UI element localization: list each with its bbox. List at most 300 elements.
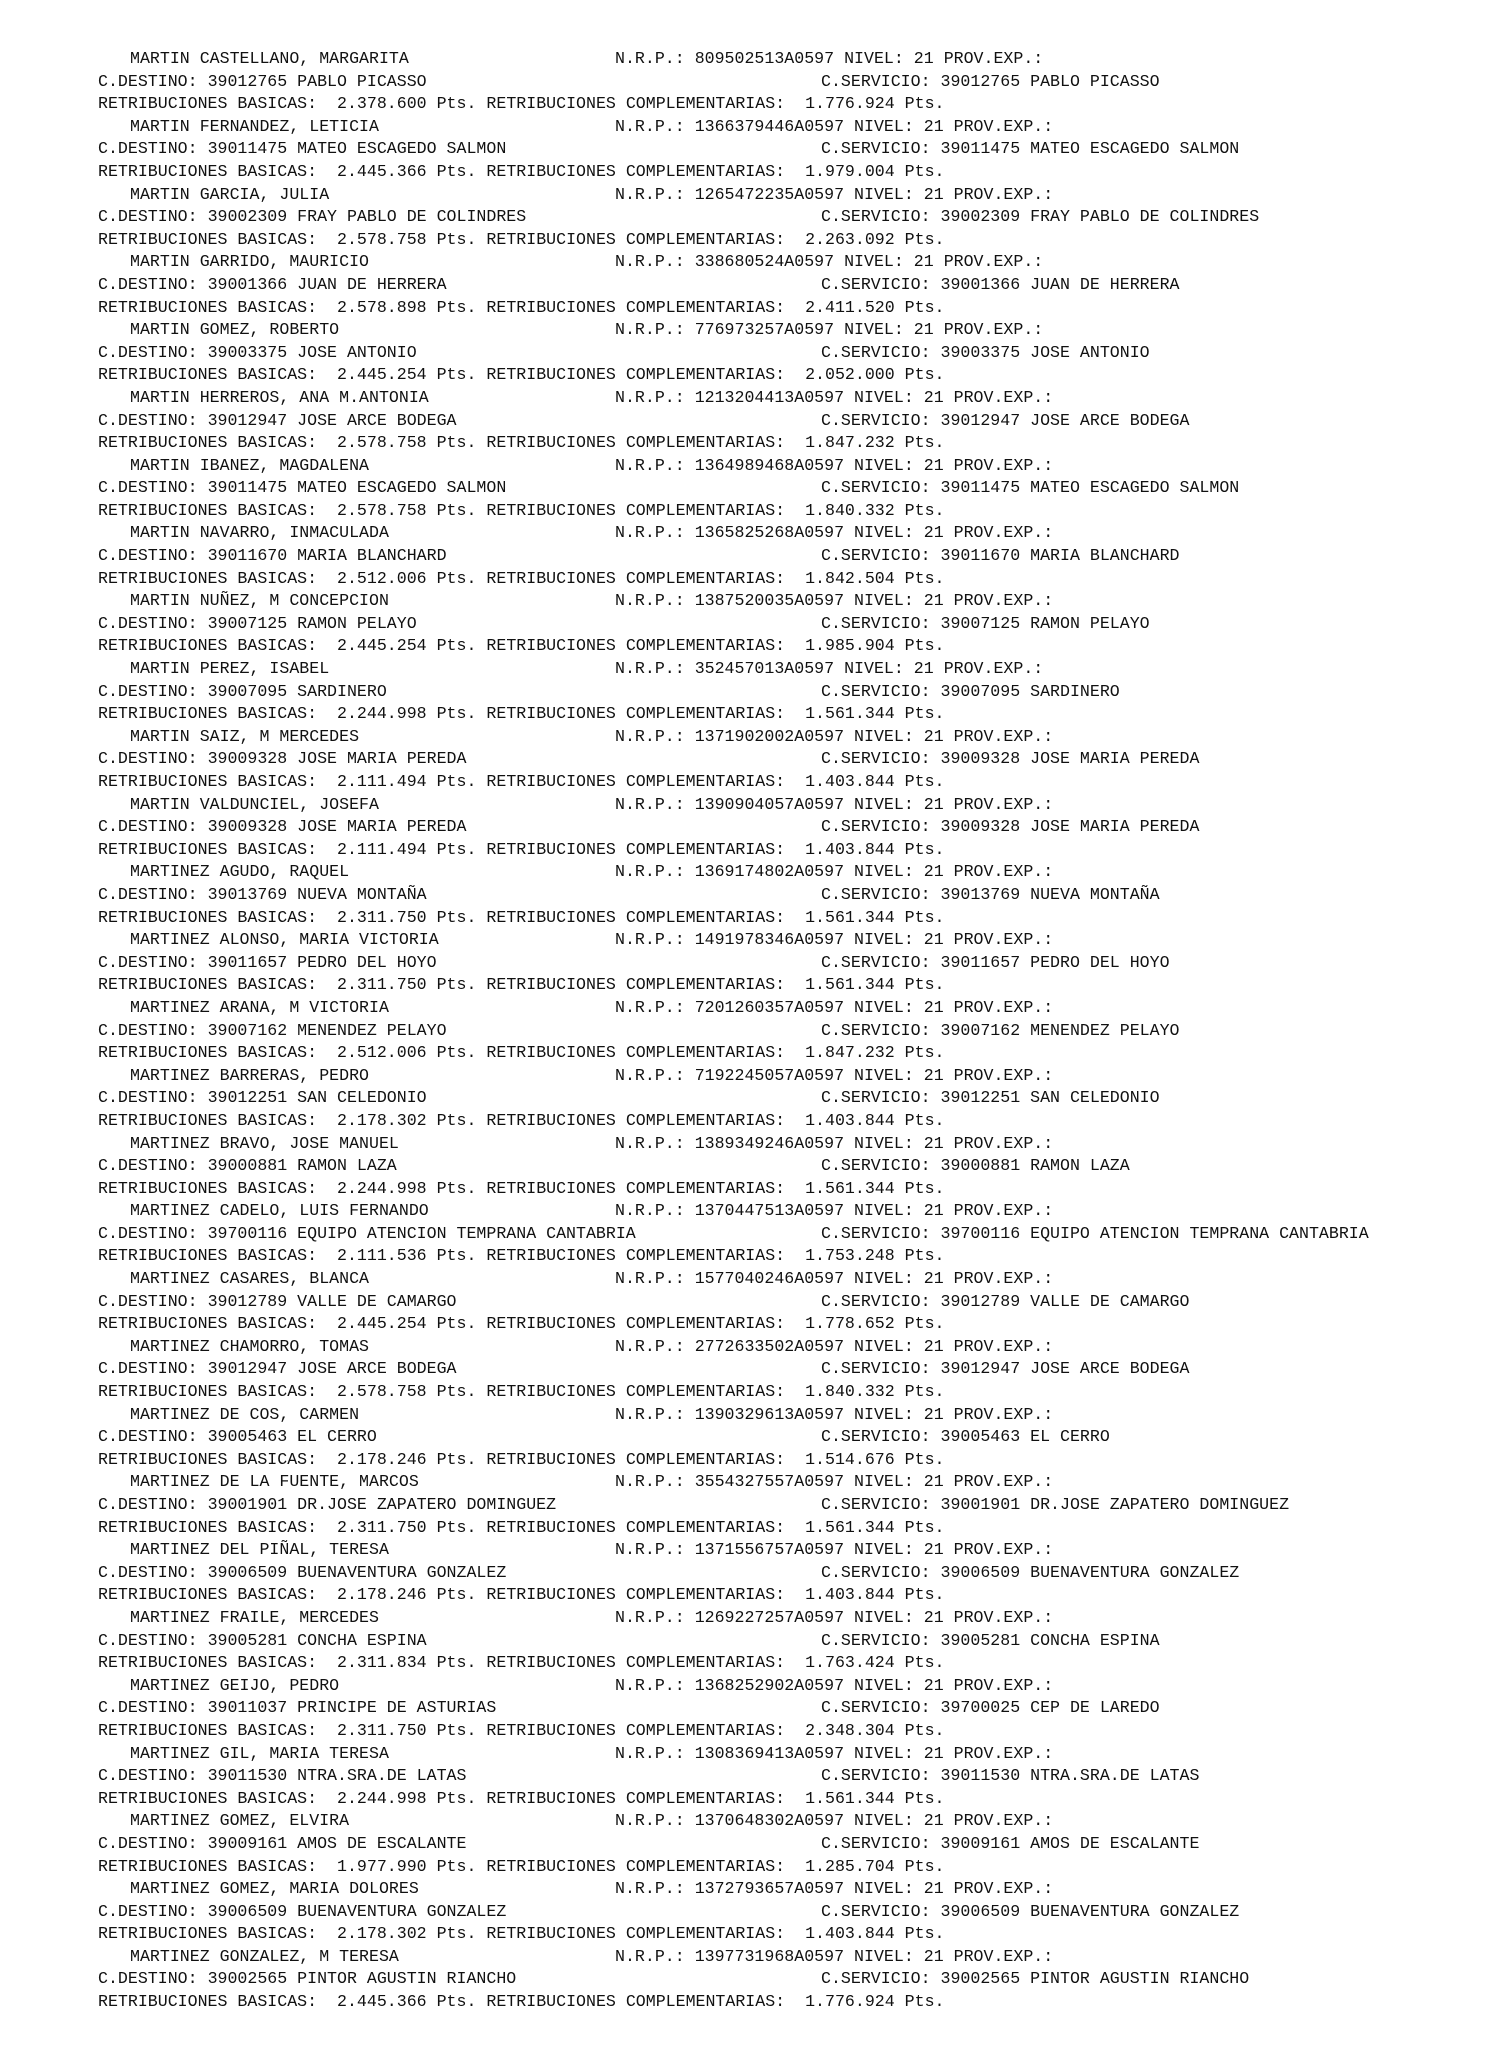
complementarias-label: RETRIBUCIONES COMPLEMENTARIAS: <box>486 1449 786 1469</box>
salary-field <box>98 297 945 320</box>
record-header-line <box>98 726 1498 749</box>
destino-value: 39009328 JOSE MARIA PEREDA <box>207 749 467 769</box>
nivel-value: 21 <box>923 1879 944 1899</box>
servicio-label: C.SERVICIO: <box>821 1901 931 1921</box>
nivel-label: NIVEL: <box>854 794 914 814</box>
nrp-field <box>615 929 1053 952</box>
employee-name: MARTINEZ BARRERAS, PEDRO <box>130 1065 369 1085</box>
complementarias-value: 1.561.344 <box>805 1517 895 1537</box>
prov-exp-label: PROV.EXP.: <box>953 1675 1054 1695</box>
currency-label: Pts. <box>904 975 945 995</box>
currency-label: Pts. <box>904 229 945 249</box>
record-centers-line <box>98 274 1498 297</box>
record-centers-line <box>98 206 1498 229</box>
destino-label: C.DESTINO: <box>98 681 198 701</box>
nivel-label: NIVEL: <box>854 1133 914 1153</box>
record-centers-line <box>98 1968 1498 1991</box>
employee-name: MARTIN NUÑEZ, M CONCEPCION <box>130 591 389 611</box>
nrp-field <box>615 1200 1053 1223</box>
destino-field <box>98 477 506 500</box>
destino-value: 39002565 PINTOR AGUSTIN RIANCHO <box>207 1969 517 1989</box>
employee-name: MARTIN GARCIA, JULIA <box>130 184 330 204</box>
destino-label: C.DESTINO: <box>98 1156 198 1176</box>
destino-label: C.DESTINO: <box>98 884 198 904</box>
basicas-value: 2.178.302 <box>337 1924 427 1944</box>
servicio-value: 39012789 VALLE DE CAMARGO <box>940 1291 1190 1311</box>
nrp-label: N.R.P.: <box>615 1133 685 1153</box>
employee-name: MARTINEZ DE COS, CARMEN <box>130 1404 360 1424</box>
destino-value: 39011657 PEDRO DEL HOYO <box>207 952 437 972</box>
record-header-line <box>98 522 1498 545</box>
employee-name: MARTIN PEREZ, ISABEL <box>130 659 330 679</box>
record-centers-line <box>98 748 1498 771</box>
basicas-label: RETRIBUCIONES BASICAS: <box>98 704 318 724</box>
servicio-field <box>821 1223 1369 1246</box>
destino-label: C.DESTINO: <box>98 1833 198 1853</box>
employee-record <box>98 1065 1498 1133</box>
servicio-label: C.SERVICIO: <box>821 681 931 701</box>
record-header-line <box>98 455 1498 478</box>
nrp-value: 1389349246A0597 <box>694 1133 845 1153</box>
servicio-field <box>821 613 1150 636</box>
currency-label: Pts. <box>436 1110 477 1130</box>
nrp-value: 1371556757A0597 <box>694 1540 845 1560</box>
record-header-line <box>98 387 1498 410</box>
nrp-field <box>615 1743 1053 1766</box>
currency-label: Pts. <box>436 1788 477 1808</box>
currency-label: Pts. <box>904 839 945 859</box>
complementarias-label: RETRIBUCIONES COMPLEMENTARIAS: <box>486 1246 786 1266</box>
record-centers-line <box>98 681 1498 704</box>
record-salary-line <box>98 1517 1498 1540</box>
servicio-label: C.SERVICIO: <box>821 749 931 769</box>
servicio-field <box>821 1630 1160 1653</box>
servicio-value: 39011475 MATEO ESCAGEDO SALMON <box>940 478 1240 498</box>
destino-label: C.DESTINO: <box>98 952 198 972</box>
employee-record <box>98 48 1498 116</box>
destino-label: C.DESTINO: <box>98 1020 198 1040</box>
prov-exp-label: PROV.EXP.: <box>953 1879 1054 1899</box>
nivel-value: 21 <box>923 1675 944 1695</box>
record-centers-line <box>98 342 1498 365</box>
employee-name: MARTINEZ GOMEZ, ELVIRA <box>130 1811 350 1831</box>
currency-label: Pts. <box>904 297 945 317</box>
servicio-field <box>821 545 1180 568</box>
servicio-label: C.SERVICIO: <box>821 817 931 837</box>
complementarias-label: RETRIBUCIONES COMPLEMENTARIAS: <box>486 975 786 995</box>
nrp-value: 1397731968A0597 <box>694 1946 845 1966</box>
destino-field <box>98 1155 397 1178</box>
basicas-label: RETRIBUCIONES BASICAS: <box>98 1314 318 1334</box>
currency-label: Pts. <box>436 1992 477 2012</box>
destino-field <box>98 1968 516 1991</box>
salary-field <box>98 1517 945 1540</box>
complementarias-value: 1.840.332 <box>805 1382 895 1402</box>
currency-label: Pts. <box>904 1924 945 1944</box>
prov-exp-label: PROV.EXP.: <box>953 1811 1054 1831</box>
basicas-value: 2.111.494 <box>337 772 427 791</box>
record-salary-line <box>98 1856 1498 1879</box>
record-centers-line <box>98 1087 1498 1110</box>
complementarias-value: 1.847.232 <box>805 1043 895 1063</box>
nivel-value: 21 <box>923 1269 944 1289</box>
nrp-value: 1387520035A0597 <box>694 591 845 611</box>
basicas-value: 2.578.898 <box>337 297 427 317</box>
record-centers-line <box>98 1833 1498 1856</box>
employee-record <box>98 1336 1498 1404</box>
destino-label: C.DESTINO: <box>98 1766 198 1786</box>
prov-exp-label: PROV.EXP.: <box>953 794 1054 814</box>
servicio-field <box>821 748 1199 771</box>
destino-field <box>98 1494 556 1517</box>
nrp-value: 3554327557A0597 <box>694 1472 845 1492</box>
basicas-label: RETRIBUCIONES BASICAS: <box>98 161 318 181</box>
servicio-value: 39009161 AMOS DE ESCALANTE <box>940 1833 1200 1853</box>
salary-field <box>98 93 945 116</box>
record-centers-line <box>98 1765 1498 1788</box>
complementarias-label: RETRIBUCIONES COMPLEMENTARIAS: <box>486 1992 786 2012</box>
record-header-line <box>98 116 1498 139</box>
nivel-label: NIVEL: <box>854 184 914 204</box>
destino-value: 39011530 NTRA.SRA.DE LATAS <box>207 1766 467 1786</box>
complementarias-label: RETRIBUCIONES COMPLEMENTARIAS: <box>486 297 786 317</box>
servicio-field <box>821 681 1120 704</box>
basicas-label: RETRIBUCIONES BASICAS: <box>98 1788 318 1808</box>
record-centers-line <box>98 545 1498 568</box>
prov-exp-label: PROV.EXP.: <box>953 184 1054 204</box>
record-salary-line <box>98 432 1498 455</box>
complementarias-label: RETRIBUCIONES COMPLEMENTARIAS: <box>486 1517 786 1537</box>
servicio-value: 39011657 PEDRO DEL HOYO <box>940 952 1170 972</box>
complementarias-value: 1.753.248 <box>805 1246 895 1266</box>
nrp-field <box>615 319 1043 342</box>
servicio-label: C.SERVICIO: <box>821 274 931 294</box>
servicio-value: 39700025 CEP DE LAREDO <box>940 1698 1160 1718</box>
prov-exp-label: PROV.EXP.: <box>953 591 1054 611</box>
complementarias-value: 1.561.344 <box>805 1178 895 1198</box>
currency-label: Pts. <box>436 1856 477 1876</box>
basicas-value: 2.111.494 <box>337 839 427 859</box>
employee-record <box>98 1946 1498 2014</box>
employee-name: MARTIN GARRIDO, MAURICIO <box>130 252 369 272</box>
basicas-label: RETRIBUCIONES BASICAS: <box>98 500 318 520</box>
record-centers-line <box>98 1562 1498 1585</box>
complementarias-value: 2.348.304 <box>805 1720 895 1740</box>
record-centers-line <box>98 1494 1498 1517</box>
nrp-label: N.R.P.: <box>615 320 685 340</box>
nrp-field <box>615 1471 1053 1494</box>
record-header-line <box>98 1200 1498 1223</box>
basicas-value: 2.311.750 <box>337 975 427 995</box>
employee-record <box>98 997 1498 1065</box>
nivel-label: NIVEL: <box>854 1472 914 1492</box>
basicas-label: RETRIBUCIONES BASICAS: <box>98 1382 318 1402</box>
destino-label: C.DESTINO: <box>98 749 198 769</box>
nrp-field <box>615 658 1043 681</box>
destino-label: C.DESTINO: <box>98 1359 198 1379</box>
basicas-value: 2.512.006 <box>337 568 427 588</box>
servicio-field <box>821 1901 1239 1924</box>
complementarias-value: 1.776.924 <box>805 94 895 114</box>
servicio-value: 39009328 JOSE MARIA PEREDA <box>940 817 1200 837</box>
currency-label: Pts. <box>904 1517 945 1537</box>
nivel-value: 21 <box>923 930 944 950</box>
nrp-label: N.R.P.: <box>615 387 685 407</box>
basicas-value: 2.111.536 <box>337 1246 427 1266</box>
nrp-label: N.R.P.: <box>615 1472 685 1492</box>
complementarias-value: 1.403.844 <box>805 1924 895 1944</box>
currency-label: Pts. <box>904 1110 945 1130</box>
basicas-label: RETRIBUCIONES BASICAS: <box>98 1653 318 1673</box>
destino-value: 39003375 JOSE ANTONIO <box>207 342 417 362</box>
nrp-label: N.R.P.: <box>615 1065 685 1085</box>
employee-name: MARTINEZ AGUDO, RAQUEL <box>130 862 350 882</box>
basicas-value: 2.378.600 <box>337 94 427 114</box>
nivel-value: 21 <box>923 523 944 543</box>
employee-record <box>98 1268 1498 1336</box>
nrp-value: 1308369413A0597 <box>694 1743 845 1763</box>
complementarias-label: RETRIBUCIONES COMPLEMENTARIAS: <box>486 1178 786 1198</box>
basicas-label: RETRIBUCIONES BASICAS: <box>98 229 318 249</box>
destino-value: 39006509 BUENAVENTURA GONZALEZ <box>207 1562 507 1582</box>
servicio-value: 39011670 MARIA BLANCHARD <box>940 546 1180 566</box>
employee-record <box>98 658 1498 726</box>
servicio-field <box>821 1020 1180 1043</box>
record-header-line <box>98 794 1498 817</box>
salary-field <box>98 161 945 184</box>
complementarias-label: RETRIBUCIONES COMPLEMENTARIAS: <box>486 1043 786 1063</box>
record-centers-line <box>98 1358 1498 1381</box>
record-header-line <box>98 1675 1498 1698</box>
destino-value: 39007125 RAMON PELAYO <box>207 613 417 633</box>
complementarias-value: 1.979.004 <box>805 161 895 181</box>
complementarias-value: 1.403.844 <box>805 772 895 791</box>
servicio-value: 39012251 SAN CELEDONIO <box>940 1088 1160 1108</box>
nrp-field <box>615 1065 1053 1088</box>
record-centers-line <box>98 1291 1498 1314</box>
complementarias-value: 2.263.092 <box>805 229 895 249</box>
employee-record <box>98 1743 1498 1811</box>
nrp-field <box>615 997 1053 1020</box>
salary-field <box>98 1449 945 1472</box>
nrp-field <box>615 455 1053 478</box>
basicas-label: RETRIBUCIONES BASICAS: <box>98 1110 318 1130</box>
record-centers-line <box>98 1901 1498 1924</box>
destino-label: C.DESTINO: <box>98 478 198 498</box>
record-salary-line <box>98 1178 1498 1201</box>
nivel-label: NIVEL: <box>844 49 904 68</box>
servicio-field <box>821 1765 1199 1788</box>
servicio-value: 39001901 DR.JOSE ZAPATERO DOMINGUEZ <box>940 1495 1290 1514</box>
employee-record <box>98 251 1498 319</box>
nrp-field <box>615 794 1053 817</box>
destino-field <box>98 681 387 704</box>
nrp-field <box>615 1946 1053 1969</box>
servicio-label: C.SERVICIO: <box>821 1562 931 1582</box>
destino-label: C.DESTINO: <box>98 613 198 633</box>
salary-field <box>98 771 945 794</box>
employee-record <box>98 387 1498 455</box>
nrp-label: N.R.P.: <box>615 455 685 475</box>
record-salary-line <box>98 771 1498 794</box>
nivel-label: NIVEL: <box>854 1201 914 1221</box>
nivel-value: 21 <box>923 1336 944 1356</box>
servicio-value: 39003375 JOSE ANTONIO <box>940 342 1150 362</box>
employee-name: MARTIN CASTELLANO, MARGARITA <box>130 49 409 68</box>
nrp-field <box>615 1404 1053 1427</box>
nrp-field <box>615 387 1053 410</box>
employee-name: MARTINEZ CASARES, BLANCA <box>130 1269 369 1289</box>
servicio-field <box>821 342 1150 365</box>
record-header-line <box>98 319 1498 342</box>
basicas-label: RETRIBUCIONES BASICAS: <box>98 433 318 453</box>
prov-exp-label: PROV.EXP.: <box>953 1201 1054 1221</box>
nivel-label: NIVEL: <box>854 523 914 543</box>
record-salary-line <box>98 161 1498 184</box>
servicio-label: C.SERVICIO: <box>821 546 931 566</box>
record-header-line <box>98 1878 1498 1901</box>
nivel-label: NIVEL: <box>854 1336 914 1356</box>
basicas-label: RETRIBUCIONES BASICAS: <box>98 1924 318 1944</box>
destino-label: C.DESTINO: <box>98 342 198 362</box>
nrp-value: 1371902002A0597 <box>694 726 845 746</box>
currency-label: Pts. <box>904 161 945 181</box>
complementarias-label: RETRIBUCIONES COMPLEMENTARIAS: <box>486 433 786 453</box>
basicas-label: RETRIBUCIONES BASICAS: <box>98 1992 318 2012</box>
record-salary-line <box>98 1449 1498 1472</box>
basicas-label: RETRIBUCIONES BASICAS: <box>98 1856 318 1876</box>
salary-field <box>98 703 945 726</box>
employee-record <box>98 455 1498 523</box>
destino-label: C.DESTINO: <box>98 1630 198 1650</box>
employee-name: MARTIN SAIZ, M MERCEDES <box>130 726 360 746</box>
nrp-value: 1364989468A0597 <box>694 455 845 475</box>
currency-label: Pts. <box>436 1517 477 1537</box>
employee-name: MARTIN GOMEZ, ROBERTO <box>130 320 340 340</box>
basicas-value: 2.445.254 <box>337 365 427 385</box>
record-salary-line <box>98 93 1498 116</box>
nrp-field <box>615 184 1053 207</box>
currency-label: Pts. <box>436 636 477 656</box>
record-centers-line <box>98 477 1498 500</box>
salary-field <box>98 1788 945 1811</box>
nrp-label: N.R.P.: <box>615 1336 685 1356</box>
record-centers-line <box>98 1020 1498 1043</box>
nivel-value: 21 <box>923 387 944 407</box>
nrp-field <box>615 1133 1053 1156</box>
currency-label: Pts. <box>436 161 477 181</box>
currency-label: Pts. <box>436 1382 477 1402</box>
servicio-field <box>821 1968 1249 1991</box>
destino-value: 39700116 EQUIPO ATENCION TEMPRANA CANTABRIA <box>207 1223 636 1243</box>
destino-field <box>98 1765 466 1788</box>
currency-label: Pts. <box>904 500 945 520</box>
complementarias-label: RETRIBUCIONES COMPLEMENTARIAS: <box>486 500 786 520</box>
nivel-value: 21 <box>913 252 934 272</box>
employee-record <box>98 726 1498 794</box>
nrp-value: 352457013A0597 <box>694 659 835 679</box>
complementarias-value: 1.403.844 <box>805 1585 895 1605</box>
nrp-value: 1269227257A0597 <box>694 1607 845 1627</box>
record-salary-line <box>98 1788 1498 1811</box>
nrp-field <box>615 726 1053 749</box>
destino-field <box>98 1697 496 1720</box>
servicio-value: 39007125 RAMON PELAYO <box>940 613 1150 633</box>
destino-value: 39012789 VALLE DE CAMARGO <box>207 1291 457 1311</box>
nrp-label: N.R.P.: <box>615 184 685 204</box>
destino-value: 39011670 MARIA BLANCHARD <box>207 546 447 566</box>
nrp-label: N.R.P.: <box>615 930 685 950</box>
employee-record <box>98 1878 1498 1946</box>
basicas-value: 2.578.758 <box>337 433 427 453</box>
complementarias-label: RETRIBUCIONES COMPLEMENTARIAS: <box>486 1314 786 1334</box>
destino-field <box>98 1426 377 1449</box>
nrp-label: N.R.P.: <box>615 659 685 679</box>
complementarias-label: RETRIBUCIONES COMPLEMENTARIAS: <box>486 1856 786 1876</box>
prov-exp-label: PROV.EXP.: <box>953 1336 1054 1356</box>
currency-label: Pts. <box>436 1449 477 1469</box>
complementarias-value: 1.776.924 <box>805 1992 895 2012</box>
currency-label: Pts. <box>436 1314 477 1334</box>
record-header-line <box>98 590 1498 613</box>
basicas-value: 2.244.998 <box>337 1178 427 1198</box>
record-header-line <box>98 1471 1498 1494</box>
record-header-line <box>98 184 1498 207</box>
employee-record <box>98 1675 1498 1743</box>
employee-record <box>98 116 1498 184</box>
destino-field <box>98 1630 427 1653</box>
servicio-value: 39012765 PABLO PICASSO <box>940 71 1160 91</box>
nrp-field <box>615 1675 1053 1698</box>
nivel-label: NIVEL: <box>854 1811 914 1831</box>
currency-label: Pts. <box>904 704 945 724</box>
record-centers-line <box>98 1697 1498 1720</box>
record-header-line <box>98 929 1498 952</box>
destino-label: C.DESTINO: <box>98 1427 198 1447</box>
destino-label: C.DESTINO: <box>98 410 198 430</box>
destino-field <box>98 816 466 839</box>
record-salary-line <box>98 297 1498 320</box>
record-centers-line <box>98 884 1498 907</box>
destino-field <box>98 1020 447 1043</box>
servicio-label: C.SERVICIO: <box>821 952 931 972</box>
destino-label: C.DESTINO: <box>98 1562 198 1582</box>
prov-exp-label: PROV.EXP.: <box>943 252 1044 272</box>
basicas-value: 2.244.998 <box>337 1788 427 1808</box>
employee-record <box>98 522 1498 590</box>
basicas-value: 2.445.366 <box>337 1992 427 2012</box>
servicio-label: C.SERVICIO: <box>821 1969 931 1989</box>
employee-name: MARTINEZ ALONSO, MARIA VICTORIA <box>130 930 439 950</box>
nivel-label: NIVEL: <box>854 726 914 746</box>
nivel-label: NIVEL: <box>854 1065 914 1085</box>
currency-label: Pts. <box>904 1585 945 1605</box>
complementarias-label: RETRIBUCIONES COMPLEMENTARIAS: <box>486 94 786 114</box>
record-header-line <box>98 1607 1498 1630</box>
nrp-value: 1370648302A0597 <box>694 1811 845 1831</box>
destino-value: 39011475 MATEO ESCAGEDO SALMON <box>207 478 507 498</box>
record-salary-line <box>98 907 1498 930</box>
nivel-value: 21 <box>923 116 944 136</box>
basicas-value: 1.977.990 <box>337 1856 427 1876</box>
currency-label: Pts. <box>904 1720 945 1740</box>
record-header-line <box>98 1336 1498 1359</box>
complementarias-value: 1.514.676 <box>805 1449 895 1469</box>
complementarias-label: RETRIBUCIONES COMPLEMENTARIAS: <box>486 636 786 656</box>
record-salary-line <box>98 1042 1498 1065</box>
nivel-label: NIVEL: <box>854 1743 914 1763</box>
salary-field <box>98 229 945 252</box>
